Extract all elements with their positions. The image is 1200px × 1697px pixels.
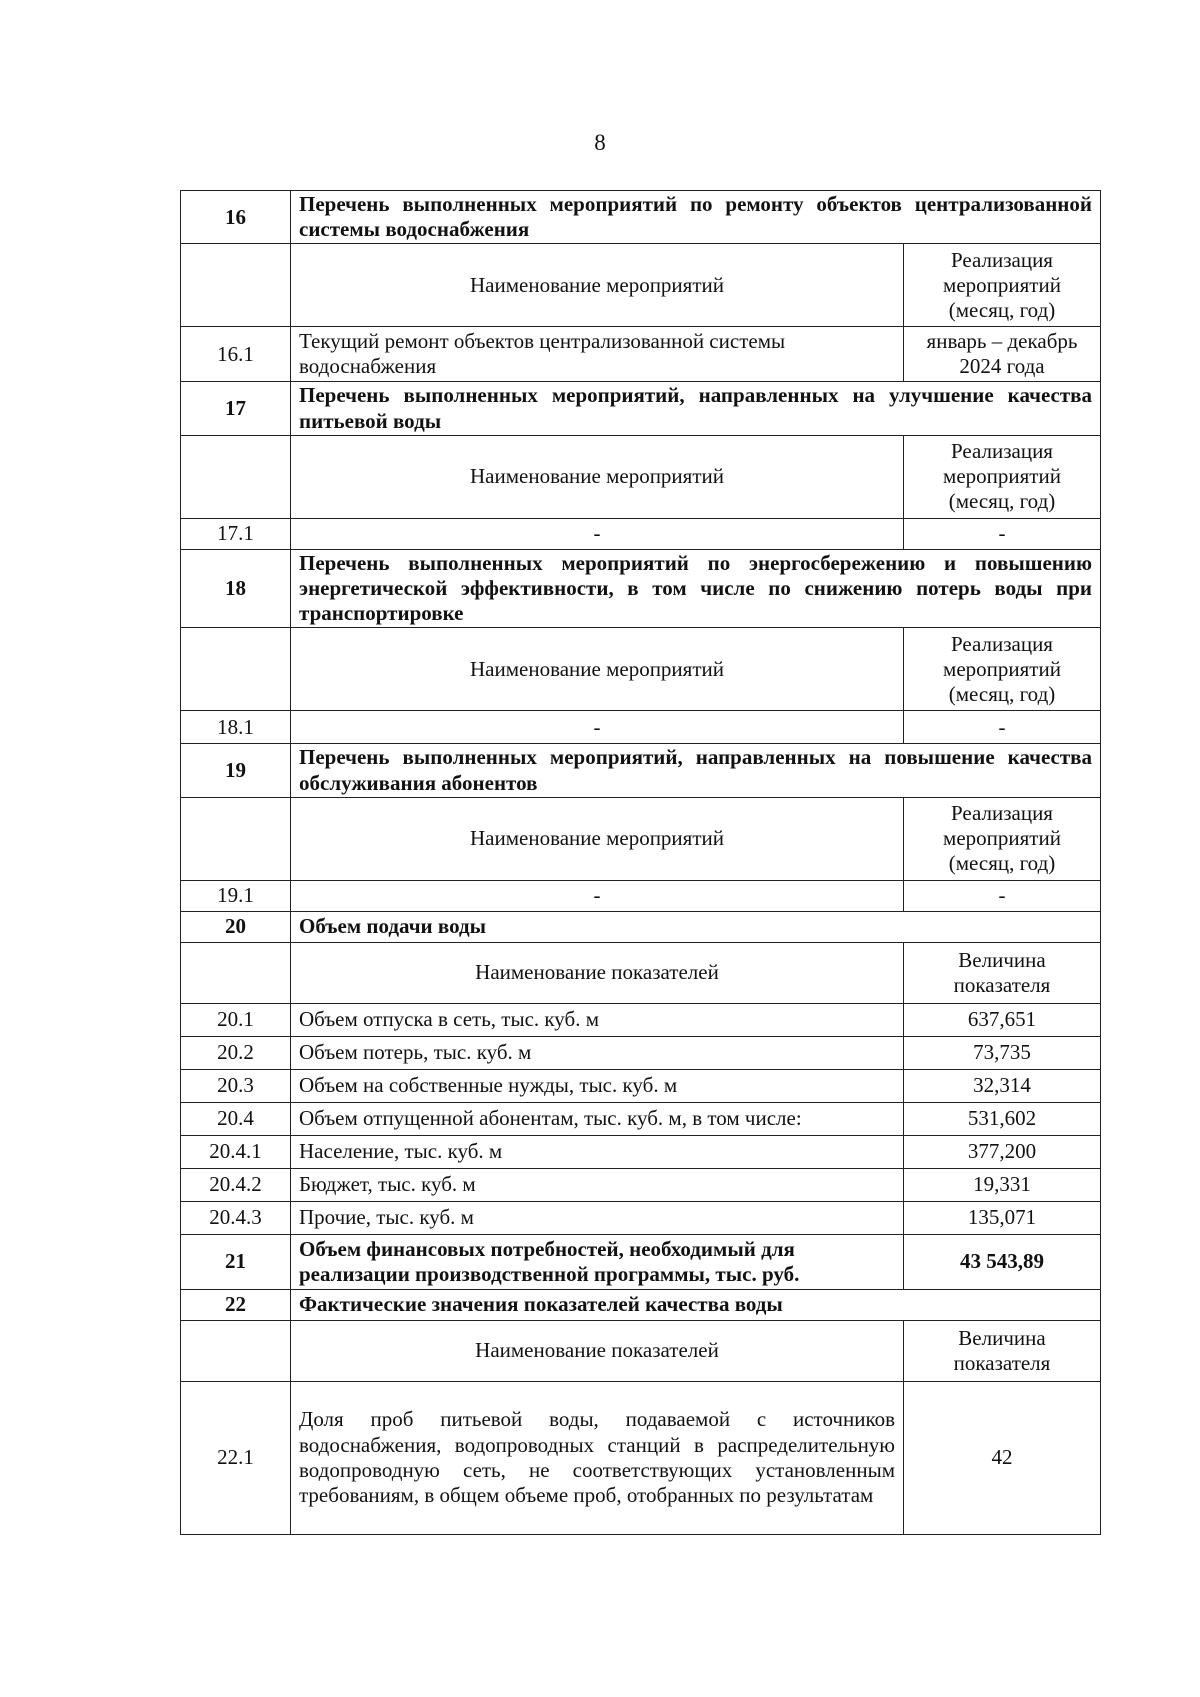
- item-name: Доля проб питьевой воды, подаваемой с источников водоснабжения, водопроводных станций в распределительную водопроводную сеть, не соответствующих установленным требованиям, в общем объеме проб, отобранных по результатам: [291, 1381, 904, 1534]
- item-value: январь – декабрь 2024 года: [904, 327, 1101, 382]
- column-header-value: Реализация мероприятий (месяц, год): [904, 628, 1101, 711]
- item-number: 20.4.3: [181, 1201, 291, 1234]
- item-name: Объем потерь, тыс. куб. м: [291, 1036, 904, 1069]
- item-number: 20.4.2: [181, 1168, 291, 1201]
- item-name: Бюджет, тыс. куб. м: [291, 1168, 904, 1201]
- column-header-value: Реализация мероприятий (месяц, год): [904, 435, 1101, 518]
- section-number: 20: [181, 911, 291, 942]
- section-18-title-row: [181, 549, 1101, 628]
- item-name: -: [291, 711, 904, 744]
- item-number: 16.1: [181, 327, 291, 382]
- column-header-value: Величина показателя: [904, 942, 1101, 1003]
- table-row: [181, 1135, 1101, 1168]
- section-number: 21: [181, 1234, 291, 1289]
- section-17-title-row: [181, 382, 1101, 435]
- item-value: -: [904, 518, 1101, 549]
- section-20-header-row: [181, 942, 1101, 1003]
- table-row: [181, 1003, 1101, 1036]
- table-row: [181, 880, 1101, 911]
- item-name: Объем на собственные нужды, тыс. куб. м: [291, 1069, 904, 1102]
- item-name: Текущий ремонт объектов централизованной системы водоснабжения: [291, 327, 904, 382]
- column-header-name: Наименование мероприятий: [291, 435, 904, 518]
- item-name: Население, тыс. куб. м: [291, 1135, 904, 1168]
- page-number: 8: [594, 130, 606, 155]
- item-value: 531,602: [904, 1102, 1101, 1135]
- empty-cell: [181, 942, 291, 1003]
- item-value: 377,200: [904, 1135, 1101, 1168]
- section-title: Объем подачи воды: [291, 911, 1101, 942]
- item-value: 135,071: [904, 1201, 1101, 1234]
- financial-needs-value: 43 543,89: [904, 1234, 1101, 1289]
- section-number: 19: [181, 744, 291, 797]
- table-row: [181, 1381, 1101, 1534]
- table-row: [181, 1069, 1101, 1102]
- item-number: 20.2: [181, 1036, 291, 1069]
- table-row: [181, 1168, 1101, 1201]
- item-value: 73,735: [904, 1036, 1101, 1069]
- empty-cell: [181, 1320, 291, 1381]
- item-value: 637,651: [904, 1003, 1101, 1036]
- section-16-header-row: [181, 244, 1101, 327]
- table-row: [181, 518, 1101, 549]
- section-title: Перечень выполненных мероприятий по энергосбережению и повышению энергетической эффективности, в том числе по снижению потерь воды при транспортировке: [291, 549, 1101, 628]
- column-header-name: Наименование мероприятий: [291, 797, 904, 880]
- item-number: 20.4.1: [181, 1135, 291, 1168]
- item-value: -: [904, 711, 1101, 744]
- section-19-header-row: [181, 797, 1101, 880]
- column-header-value: Величина показателя: [904, 1320, 1101, 1381]
- item-name: -: [291, 880, 904, 911]
- item-name: -: [291, 518, 904, 549]
- item-number: 19.1: [181, 880, 291, 911]
- item-name: Прочие, тыс. куб. м: [291, 1201, 904, 1234]
- item-value: -: [904, 880, 1101, 911]
- item-value: 42: [904, 1381, 1101, 1534]
- table-row: [181, 1201, 1101, 1234]
- section-title: Перечень выполненных мероприятий по ремонту объектов централизованной системы водоснабжения: [291, 191, 1101, 244]
- table-row: [181, 327, 1101, 382]
- item-name: Объем отпущенной абонентам, тыс. куб. м, в том числе:: [291, 1102, 904, 1135]
- item-number: 17.1: [181, 518, 291, 549]
- section-title: Объем финансовых потребностей, необходимый для реализации производственной программы, тыс. руб.: [291, 1234, 904, 1289]
- section-21-row: [181, 1234, 1101, 1289]
- column-header-value: Реализация мероприятий (месяц, год): [904, 244, 1101, 327]
- item-number: 20.1: [181, 1003, 291, 1036]
- section-title: Перечень выполненных мероприятий, направленных на повышение качества обслуживания абонентов: [291, 744, 1101, 797]
- column-header-name: Наименование мероприятий: [291, 244, 904, 327]
- empty-cell: [181, 628, 291, 711]
- item-value: 32,314: [904, 1069, 1101, 1102]
- section-number: 16: [181, 191, 291, 244]
- table-row: [181, 1102, 1101, 1135]
- section-16-title-row: [181, 191, 1101, 244]
- column-header-name: Наименование показателей: [291, 1320, 904, 1381]
- empty-cell: [181, 435, 291, 518]
- item-number: 22.1: [181, 1381, 291, 1534]
- production-program-table: [180, 190, 1101, 1535]
- section-17-header-row: [181, 435, 1101, 518]
- section-title: Перечень выполненных мероприятий, направленных на улучшение качества питьевой воды: [291, 382, 1101, 435]
- section-19-title-row: [181, 744, 1101, 797]
- empty-cell: [181, 244, 291, 327]
- column-header-value: Реализация мероприятий (месяц, год): [904, 797, 1101, 880]
- item-value: 19,331: [904, 1168, 1101, 1201]
- item-number: 20.4: [181, 1102, 291, 1135]
- section-title: Фактические значения показателей качества воды: [291, 1289, 1101, 1320]
- section-number: 17: [181, 382, 291, 435]
- section-22-header-row: [181, 1320, 1101, 1381]
- section-20-title-row: [181, 911, 1101, 942]
- section-22-title-row: [181, 1289, 1101, 1320]
- table-row: [181, 711, 1101, 744]
- section-number: 22: [181, 1289, 291, 1320]
- section-18-header-row: [181, 628, 1101, 711]
- table-row: [181, 1036, 1101, 1069]
- item-number: 20.3: [181, 1069, 291, 1102]
- column-header-name: Наименование показателей: [291, 942, 904, 1003]
- item-name: Объем отпуска в сеть, тыс. куб. м: [291, 1003, 904, 1036]
- empty-cell: [181, 797, 291, 880]
- item-number: 18.1: [181, 711, 291, 744]
- column-header-name: Наименование мероприятий: [291, 628, 904, 711]
- section-number: 18: [181, 549, 291, 628]
